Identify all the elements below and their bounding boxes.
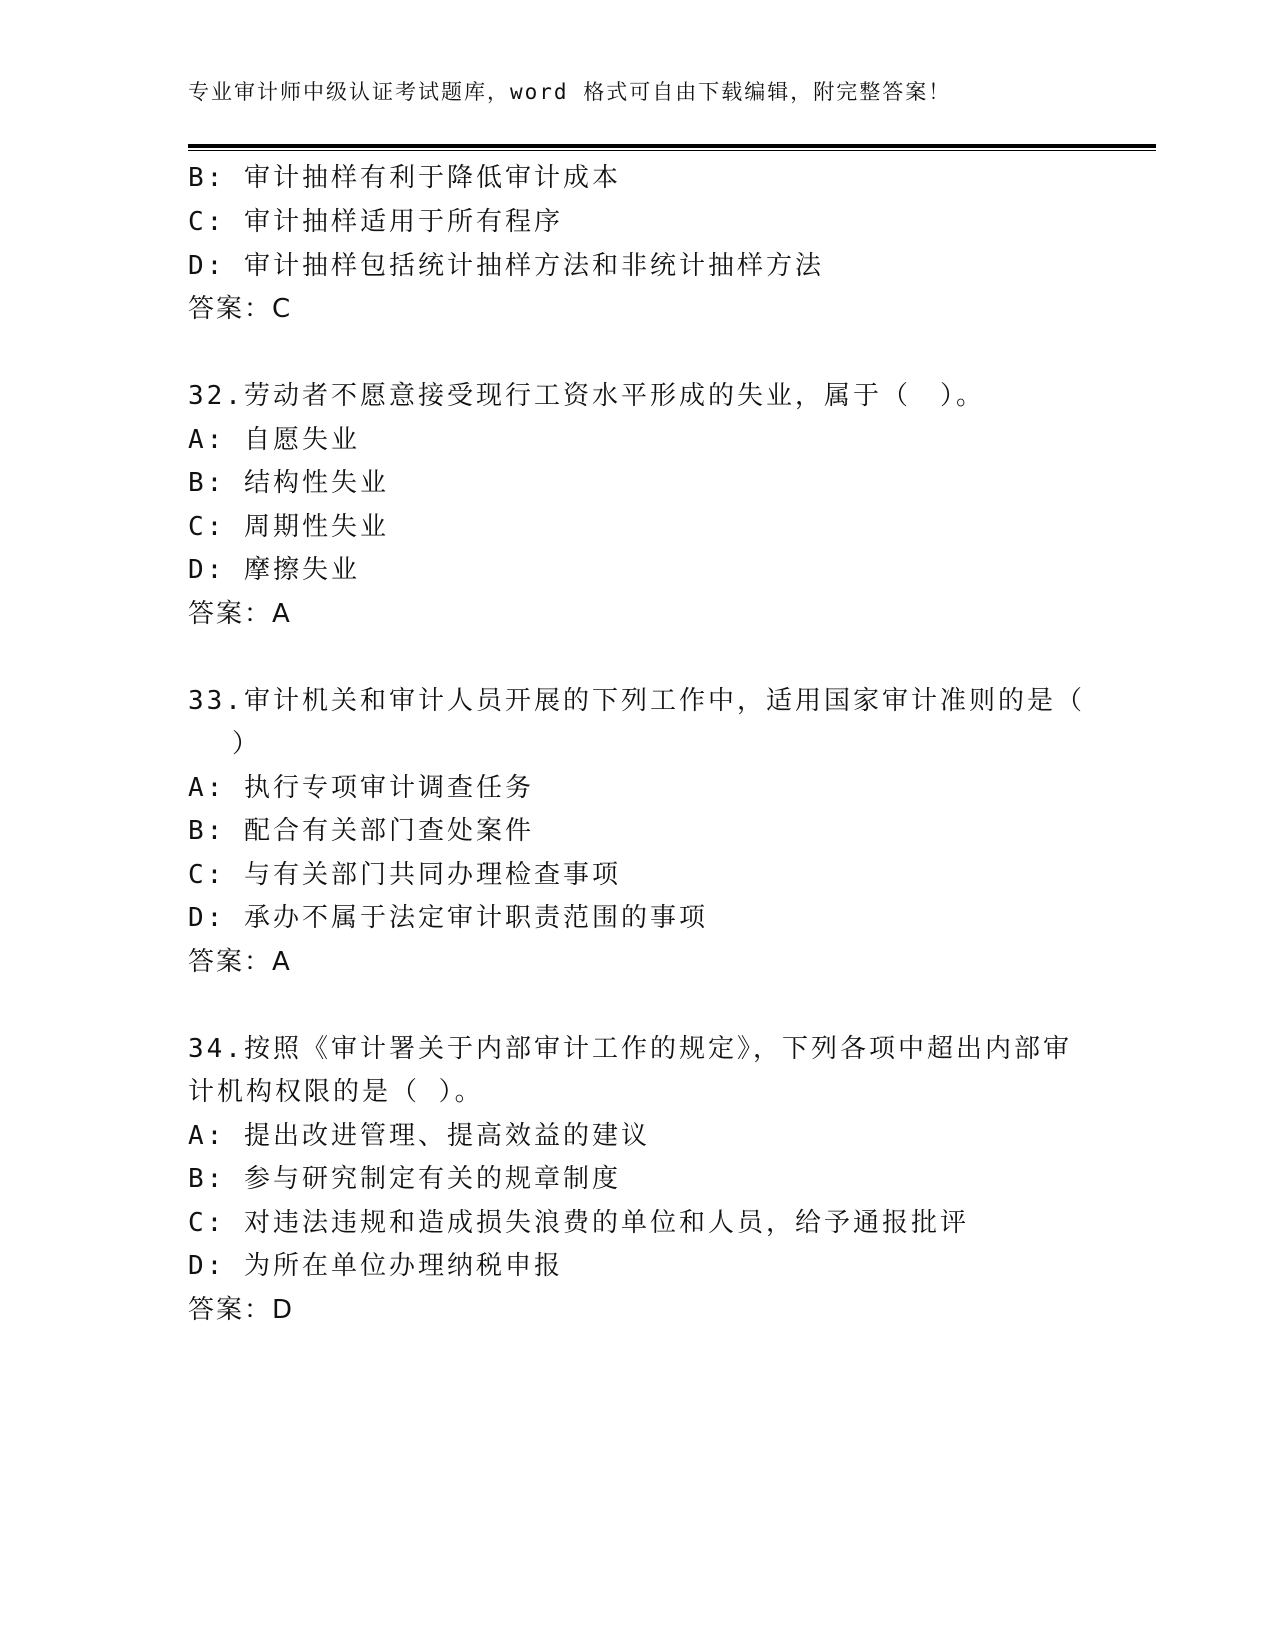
option-c: C: 审计抽样适用于所有程序 xyxy=(188,207,563,237)
option-a: A: 自愿失业 xyxy=(188,425,360,455)
answer: 答案：C xyxy=(188,294,293,324)
option-c: C: 周期性失业 xyxy=(188,512,389,542)
option-d: D: 承办不属于法定审计职责范围的事项 xyxy=(188,903,708,933)
option-d: D: 审计抽样包括统计抽样方法和非统计抽样方法 xyxy=(188,251,824,281)
answer: 答案：D xyxy=(188,1295,295,1325)
option-c: C: 对违法违规和造成损失浪费的单位和人员，给予通报批评 xyxy=(188,1208,969,1238)
option-b: B: 结构性失业 xyxy=(188,468,389,498)
option-d: D: 为所在单位办理纳税申报 xyxy=(188,1251,563,1281)
header-rule-thick xyxy=(188,144,1156,148)
page-header: 专业审计师中级认证考试题库，word 格式可自由下载编辑，附完整答案！ xyxy=(188,80,952,104)
option-a: A: 提出改进管理、提高效益的建议 xyxy=(188,1121,650,1151)
option-b: B: 参与研究制定有关的规章制度 xyxy=(188,1164,621,1194)
header-rule-thin xyxy=(188,150,1156,151)
question-stem: 32.劳动者不愿意接受现行工资水平形成的失业，属于（ ）。 xyxy=(188,381,985,411)
option-a: A: 执行专项审计调查任务 xyxy=(188,773,534,803)
option-b: B: 审计抽样有利于降低审计成本 xyxy=(188,163,621,193)
question-stem-continuation: 计机构权限的是（ ）。 xyxy=(188,1077,484,1107)
option-b: B: 配合有关部门查处案件 xyxy=(188,816,534,846)
answer: 答案：A xyxy=(188,947,292,977)
question-stem: 34.按照《审计署关于内部审计工作的规定》，下列各项中超出内部审 xyxy=(188,1034,1072,1064)
question-stem-continuation: ） xyxy=(232,729,262,759)
option-c: C: 与有关部门共同办理检查事项 xyxy=(188,860,621,890)
answer: 答案：A xyxy=(188,599,292,629)
question-stem: 33.审计机关和审计人员开展的下列工作中，适用国家审计准则的是（ xyxy=(188,686,1085,716)
option-d: D: 摩擦失业 xyxy=(188,555,360,585)
